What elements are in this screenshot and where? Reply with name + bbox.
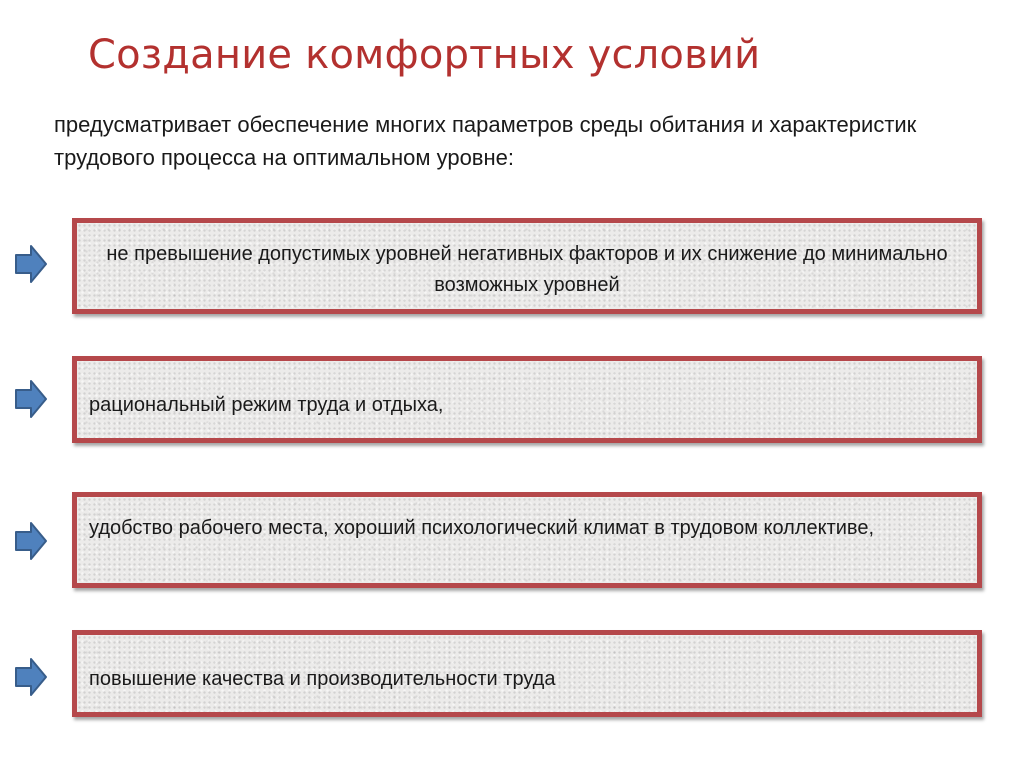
item-text: не превышение допустимых уровней негативных факторов и их снижение до минимально возможных уровней xyxy=(106,243,948,296)
item-text: повышение качества и производительности труда xyxy=(89,668,556,690)
arrow-right-icon xyxy=(14,244,48,284)
item-box xyxy=(72,218,982,314)
item-box xyxy=(72,630,982,717)
item-box xyxy=(72,356,982,443)
arrow-right-icon xyxy=(14,379,48,419)
item-text: удобство рабочего места, хороший психологический климат в трудовом коллективе, xyxy=(89,517,875,539)
item-text: рациональный режим труда и отдыха, xyxy=(89,394,444,416)
slide-title: Создание комфортных условий xyxy=(88,32,761,78)
item-box xyxy=(72,492,982,588)
arrow-right-icon xyxy=(14,657,48,697)
arrow-right-icon xyxy=(14,521,48,561)
intro-text: предусматривает обеспечение многих параметров среды обитания и характеристик трудового процесса на оптимальном уровне: xyxy=(54,112,917,170)
